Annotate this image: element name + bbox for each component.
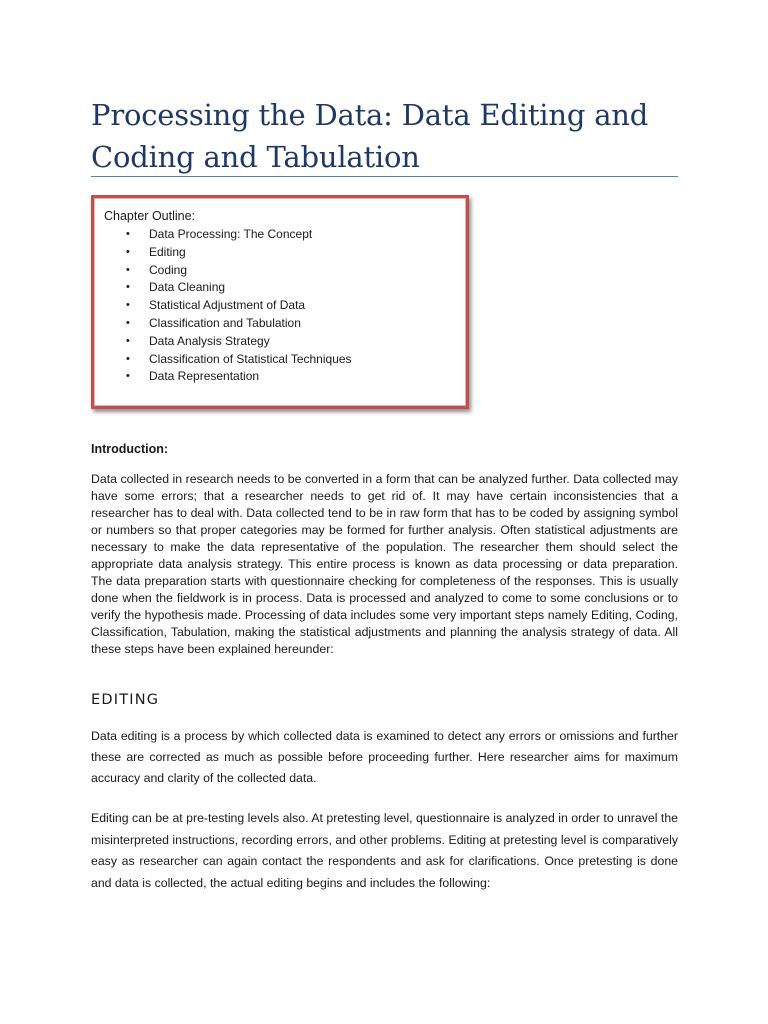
outline-item xyxy=(94,279,352,297)
outline-item xyxy=(94,244,352,262)
outline-item-label: Data Cleaning xyxy=(149,280,226,295)
bullet-icon: • xyxy=(126,334,130,347)
bullet-icon: • xyxy=(126,370,130,383)
editing-paragraph-1: Data editing is a process by which collected data is examined to detect any errors or omissions and further these are corrected as much as possible before proceeding further. Here researcher aims for maximum accuracy and clarity of the collected data. xyxy=(91,729,678,785)
outline-item xyxy=(94,351,352,369)
bullet-icon: • xyxy=(126,228,130,240)
bullet-icon: • xyxy=(126,245,130,258)
outline-item-label: Data Processing: The Concept xyxy=(149,227,313,241)
chapter-outline-box xyxy=(91,195,469,409)
title-divider xyxy=(91,176,678,177)
outline-item-label: Statistical Adjustment of Data xyxy=(149,298,306,313)
outline-item-label: Classification and Tabulation xyxy=(149,315,301,330)
outline-item-label: Editing xyxy=(149,244,186,259)
bullet-icon: • xyxy=(126,263,130,276)
page-title: Processing the Data: Data Editing and Coding and Tabulation xyxy=(91,98,649,174)
outline-item xyxy=(94,368,352,386)
introduction-paragraph: Data collected in research needs to be converted in a form that can be analyzed further. Data collected may have some errors; that a researcher needs to get rid of. It may have certain inconsistencies that a researcher has to deal with. Data collected tend to be in raw form that has to be coded by assigning symbol or numbers so that proper categories may be formed for further analysis. Often statistical adjustments are necessary to make the data representative of the population. The researcher them should select the appropriate data analysis strategy. This entire process is known as data processing or data preparation. The data preparation starts with questionnaire checking for completeness of the responses. This is usually done when the fieldwork is in process. Data is processed and analyzed to come to some conclusions or to verify the hypothesis made. Processing of data includes some very important steps namely Editing, Coding, Classification, Tabulation, making the statistical adjustments and planning the analysis strategy of data. All these steps have been explained hereunder: xyxy=(91,472,678,657)
editing-heading: EDITING xyxy=(91,692,160,708)
outline-item-label: Classification of Statistical Techniques xyxy=(149,351,352,366)
outline-item-label: Data Representation xyxy=(149,369,260,384)
outline-item xyxy=(94,333,352,351)
outline-item xyxy=(94,262,352,280)
outline-item xyxy=(94,297,352,315)
outline-item xyxy=(94,315,352,333)
bullet-icon: • xyxy=(126,299,130,312)
bullet-icon: • xyxy=(126,352,130,365)
bullet-icon: • xyxy=(126,281,130,294)
outline-item xyxy=(94,226,352,244)
editing-paragraph-2: Editing can be at pre-testing levels also. At pretesting level, questionnaire is analyzed in order to unravel the misinterpreted instructions, recording errors, and other problems. Editing at pretesting level is comparatively easy as researcher can again contact the respondents and ask for clarifications. Once pretesting is done and data is collected, the actual editing begins and includes the following: xyxy=(91,811,678,890)
outline-list xyxy=(94,226,352,386)
outline-item-label: Data Analysis Strategy xyxy=(149,333,270,348)
introduction-heading: Introduction: xyxy=(91,442,169,456)
outline-heading: Chapter Outline: xyxy=(104,209,196,223)
outline-item-label: Coding xyxy=(149,262,188,277)
bullet-icon: • xyxy=(126,316,130,329)
